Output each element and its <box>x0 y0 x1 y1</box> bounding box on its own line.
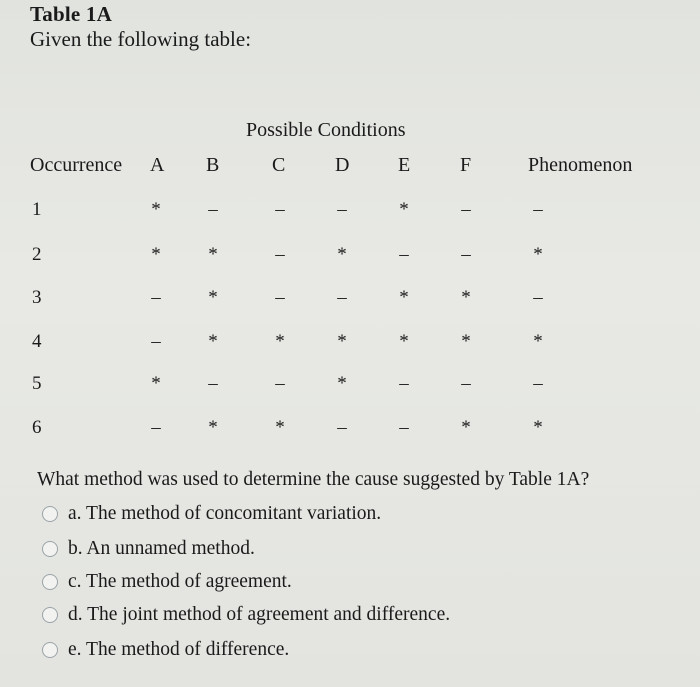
table-cell: * <box>461 287 471 308</box>
table-cell: – <box>399 244 409 265</box>
answer-option-e[interactable] <box>42 639 289 661</box>
table-cell: * <box>337 244 347 265</box>
table-cell: – <box>151 287 161 308</box>
radio-button[interactable] <box>42 541 58 557</box>
column-header-e: E <box>398 154 411 176</box>
table-cell: * <box>533 331 543 352</box>
table-cell: * <box>208 244 218 265</box>
table-cell: – <box>208 199 218 220</box>
row-label-occurrence-6: 6 <box>32 417 42 438</box>
table-cell: * <box>533 417 543 438</box>
radio-button[interactable] <box>42 574 58 590</box>
radio-button[interactable] <box>42 607 58 623</box>
answer-option-label: a. The method of concomitant variation. <box>68 503 382 524</box>
column-group-header: Possible Conditions <box>246 119 406 141</box>
table-cell: * <box>399 199 409 220</box>
column-header-f: F <box>460 154 472 176</box>
table-cell: – <box>151 331 161 352</box>
table-cell: * <box>399 287 409 308</box>
row-label-occurrence-2: 2 <box>32 244 42 265</box>
table-cell: – <box>275 199 285 220</box>
table-cell: * <box>461 331 471 352</box>
row-label-occurrence-3: 3 <box>32 287 42 308</box>
answer-option-c[interactable] <box>42 571 292 593</box>
row-label-occurrence-1: 1 <box>32 199 42 220</box>
table-cell: * <box>337 373 347 394</box>
table-cell: – <box>533 287 543 308</box>
radio-button[interactable] <box>42 642 58 658</box>
row-label-occurrence-4: 4 <box>32 331 42 352</box>
answer-option-label: c. The method of agreement. <box>68 571 292 592</box>
table-cell: * <box>151 199 161 220</box>
column-header-d: D <box>335 154 350 176</box>
table-cell: – <box>461 373 471 394</box>
table-cell: – <box>399 373 409 394</box>
table-title: Table 1A <box>30 2 112 26</box>
answer-option-a[interactable] <box>42 503 381 525</box>
table-cell: * <box>533 244 543 265</box>
table-cell: – <box>533 373 543 394</box>
table-cell: * <box>399 331 409 352</box>
radio-button[interactable] <box>42 506 58 522</box>
answer-option-label: b. An unnamed method. <box>68 538 255 559</box>
table-cell: – <box>275 373 285 394</box>
table-intro: Given the following table: <box>30 27 252 51</box>
answer-option-label: d. The joint method of agreement and difference. <box>68 604 451 625</box>
table-cell: * <box>275 417 285 438</box>
table-cell: * <box>151 244 161 265</box>
table-cell: * <box>208 287 218 308</box>
table-cell: – <box>461 199 471 220</box>
table-cell: – <box>461 244 471 265</box>
table-cell: – <box>275 287 285 308</box>
table-cell: – <box>399 417 409 438</box>
table-cell: * <box>208 417 218 438</box>
column-header-phenomenon: Phenomenon <box>528 154 633 176</box>
table-cell: – <box>208 373 218 394</box>
table-cell: * <box>151 373 161 394</box>
table-cell: – <box>337 199 347 220</box>
answer-option-label: e. The method of difference. <box>68 639 290 660</box>
answer-option-d[interactable] <box>42 604 450 626</box>
table-cell: – <box>337 287 347 308</box>
row-label-occurrence-5: 5 <box>32 373 42 394</box>
table-cell: – <box>533 199 543 220</box>
answer-option-b[interactable] <box>42 538 255 560</box>
table-cell: – <box>151 417 161 438</box>
table-cell: – <box>275 244 285 265</box>
table-cell: – <box>337 417 347 438</box>
table-cell: * <box>275 331 285 352</box>
question-text: What method was used to determine the cause suggested by Table 1A? <box>37 469 590 490</box>
column-header-b: B <box>206 154 220 176</box>
column-header-a: A <box>150 154 165 176</box>
column-header-c: C <box>272 154 286 176</box>
table-cell: * <box>461 417 471 438</box>
column-header-occurrence: Occurrence <box>30 154 123 176</box>
table-cell: * <box>337 331 347 352</box>
table-cell: * <box>208 331 218 352</box>
